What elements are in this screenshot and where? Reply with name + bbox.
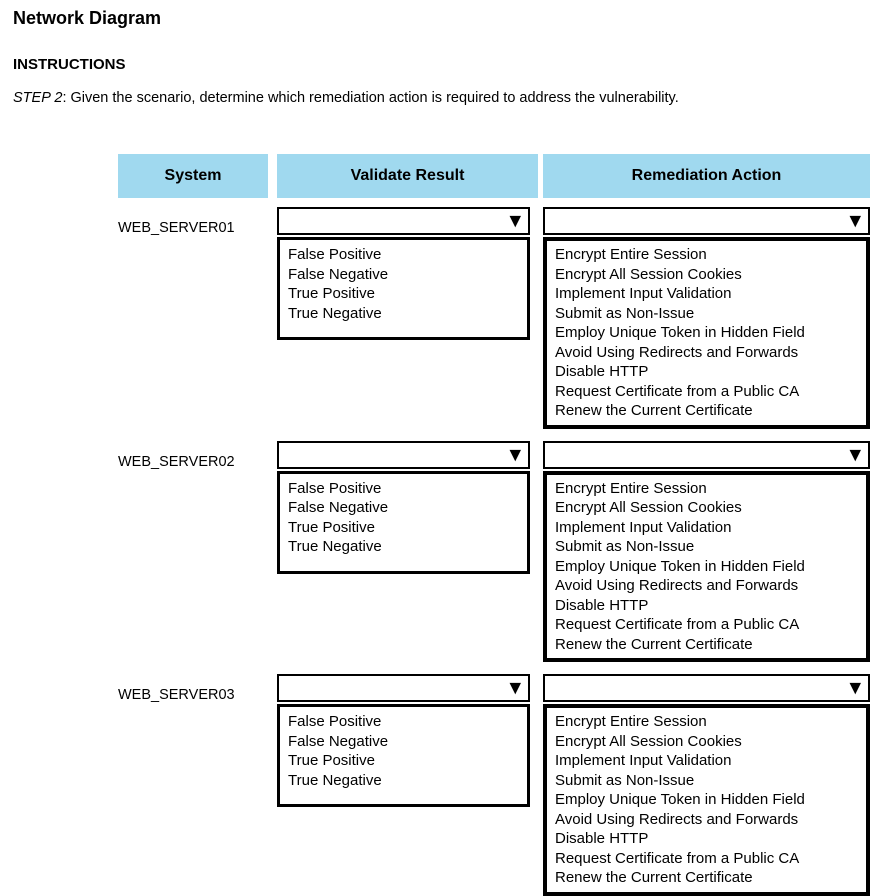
option-item[interactable]: False Negative (288, 499, 389, 516)
column-header-system: System (118, 154, 268, 198)
system-label: WEB_SERVER02 (118, 453, 235, 470)
dropdown-arrow-icon[interactable]: ▼ (849, 445, 861, 463)
option-item[interactable]: Encrypt Entire Session (555, 713, 707, 730)
option-item[interactable]: Submit as Non-Issue (555, 304, 695, 322)
option-item[interactable]: False Positive (288, 713, 382, 730)
validate-selected-value (279, 684, 287, 689)
dropdown-arrow-icon[interactable]: ▼ (509, 678, 521, 697)
remediation-options-list (543, 704, 870, 896)
option-item[interactable]: False Negative (288, 732, 389, 750)
option-item[interactable]: Employ Unique Token in Hidden Field (555, 557, 805, 575)
option-item[interactable]: Renew the Current Certificate (555, 869, 753, 886)
remediation-selected-value (545, 217, 553, 222)
option-item[interactable]: Employ Unique Token in Hidden Field (555, 324, 805, 341)
option-item[interactable]: True Negative (288, 304, 382, 322)
option-item[interactable]: False Positive (288, 246, 382, 263)
option-item[interactable]: Employ Unique Token in Hidden Field (555, 791, 805, 808)
dropdown-arrow-icon[interactable]: ▼ (849, 678, 861, 697)
validate-result-select[interactable] (277, 207, 530, 235)
page-title: Network Diagram (13, 8, 162, 28)
option-item[interactable]: Encrypt All Session Cookies (555, 732, 742, 750)
option-item[interactable]: Encrypt All Session Cookies (555, 499, 742, 516)
option-item[interactable]: False Positive (288, 479, 382, 497)
option-item[interactable]: Implement Input Validation (555, 752, 732, 769)
option-item[interactable]: True Positive (288, 285, 375, 302)
validate-options-list (277, 237, 530, 340)
instructions-heading: INSTRUCTIONS (13, 56, 126, 73)
option-item[interactable]: Request Certificate from a Public CA (555, 616, 800, 633)
dropdown-arrow-icon[interactable]: ▼ (509, 445, 521, 463)
option-item[interactable]: Disable HTTP (555, 363, 649, 380)
column-header-remediation-action: Remediation Action (543, 154, 870, 198)
dropdown-arrow-icon[interactable]: ▼ (509, 211, 521, 230)
table-header-row (118, 154, 870, 198)
table-row (118, 441, 870, 663)
remediation-options-list (543, 237, 870, 429)
simulation-table (118, 154, 870, 896)
dropdown-arrow-icon[interactable]: ▼ (849, 211, 861, 230)
remediation-options-list (543, 471, 870, 663)
option-item[interactable]: False Negative (288, 265, 389, 283)
option-item[interactable]: Avoid Using Redirects and Forwards (555, 577, 799, 594)
option-item[interactable]: True Positive (288, 752, 375, 769)
column-header-validate-result: Validate Result (277, 154, 538, 198)
validate-options-list (277, 704, 530, 807)
option-item[interactable]: Encrypt Entire Session (555, 479, 707, 497)
remediation-action-select[interactable] (543, 674, 870, 702)
option-item[interactable]: Encrypt Entire Session (555, 246, 707, 263)
table-row (118, 207, 870, 429)
option-item[interactable]: Avoid Using Redirects and Forwards (555, 343, 799, 361)
option-item[interactable]: True Positive (288, 518, 375, 536)
option-item[interactable]: Avoid Using Redirects and Forwards (555, 810, 799, 828)
option-item[interactable]: Submit as Non-Issue (555, 771, 695, 789)
validate-options-list (277, 471, 530, 574)
option-item[interactable]: True Negative (288, 771, 382, 789)
step-label: STEP 2 (13, 90, 63, 106)
option-item[interactable]: Implement Input Validation (555, 285, 732, 302)
validate-selected-value (279, 217, 287, 222)
validate-selected-value (279, 451, 287, 456)
remediation-selected-value (545, 684, 553, 689)
option-item[interactable]: Implement Input Validation (555, 518, 732, 536)
option-item[interactable]: Renew the Current Certificate (555, 402, 753, 419)
step-text: : Given the scenario, determine which remediation action is required to address the vulnerability. (62, 90, 679, 106)
option-item[interactable]: Disable HTTP (555, 830, 649, 847)
table-row (118, 674, 870, 896)
remediation-action-select[interactable] (543, 441, 870, 469)
validate-result-select[interactable] (277, 441, 530, 469)
validate-result-select[interactable] (277, 674, 530, 702)
step-instruction (13, 90, 878, 107)
remediation-selected-value (545, 451, 553, 456)
option-item[interactable]: Disable HTTP (555, 596, 649, 614)
option-item[interactable]: True Negative (288, 538, 382, 555)
option-item[interactable]: Renew the Current Certificate (555, 635, 753, 653)
system-label: WEB_SERVER01 (118, 220, 235, 236)
option-item[interactable]: Request Certificate from a Public CA (555, 849, 800, 867)
system-label: WEB_SERVER03 (118, 687, 235, 703)
option-item[interactable]: Encrypt All Session Cookies (555, 265, 742, 283)
remediation-action-select[interactable] (543, 207, 870, 235)
option-item[interactable]: Request Certificate from a Public CA (555, 382, 800, 400)
option-item[interactable]: Submit as Non-Issue (555, 538, 695, 555)
